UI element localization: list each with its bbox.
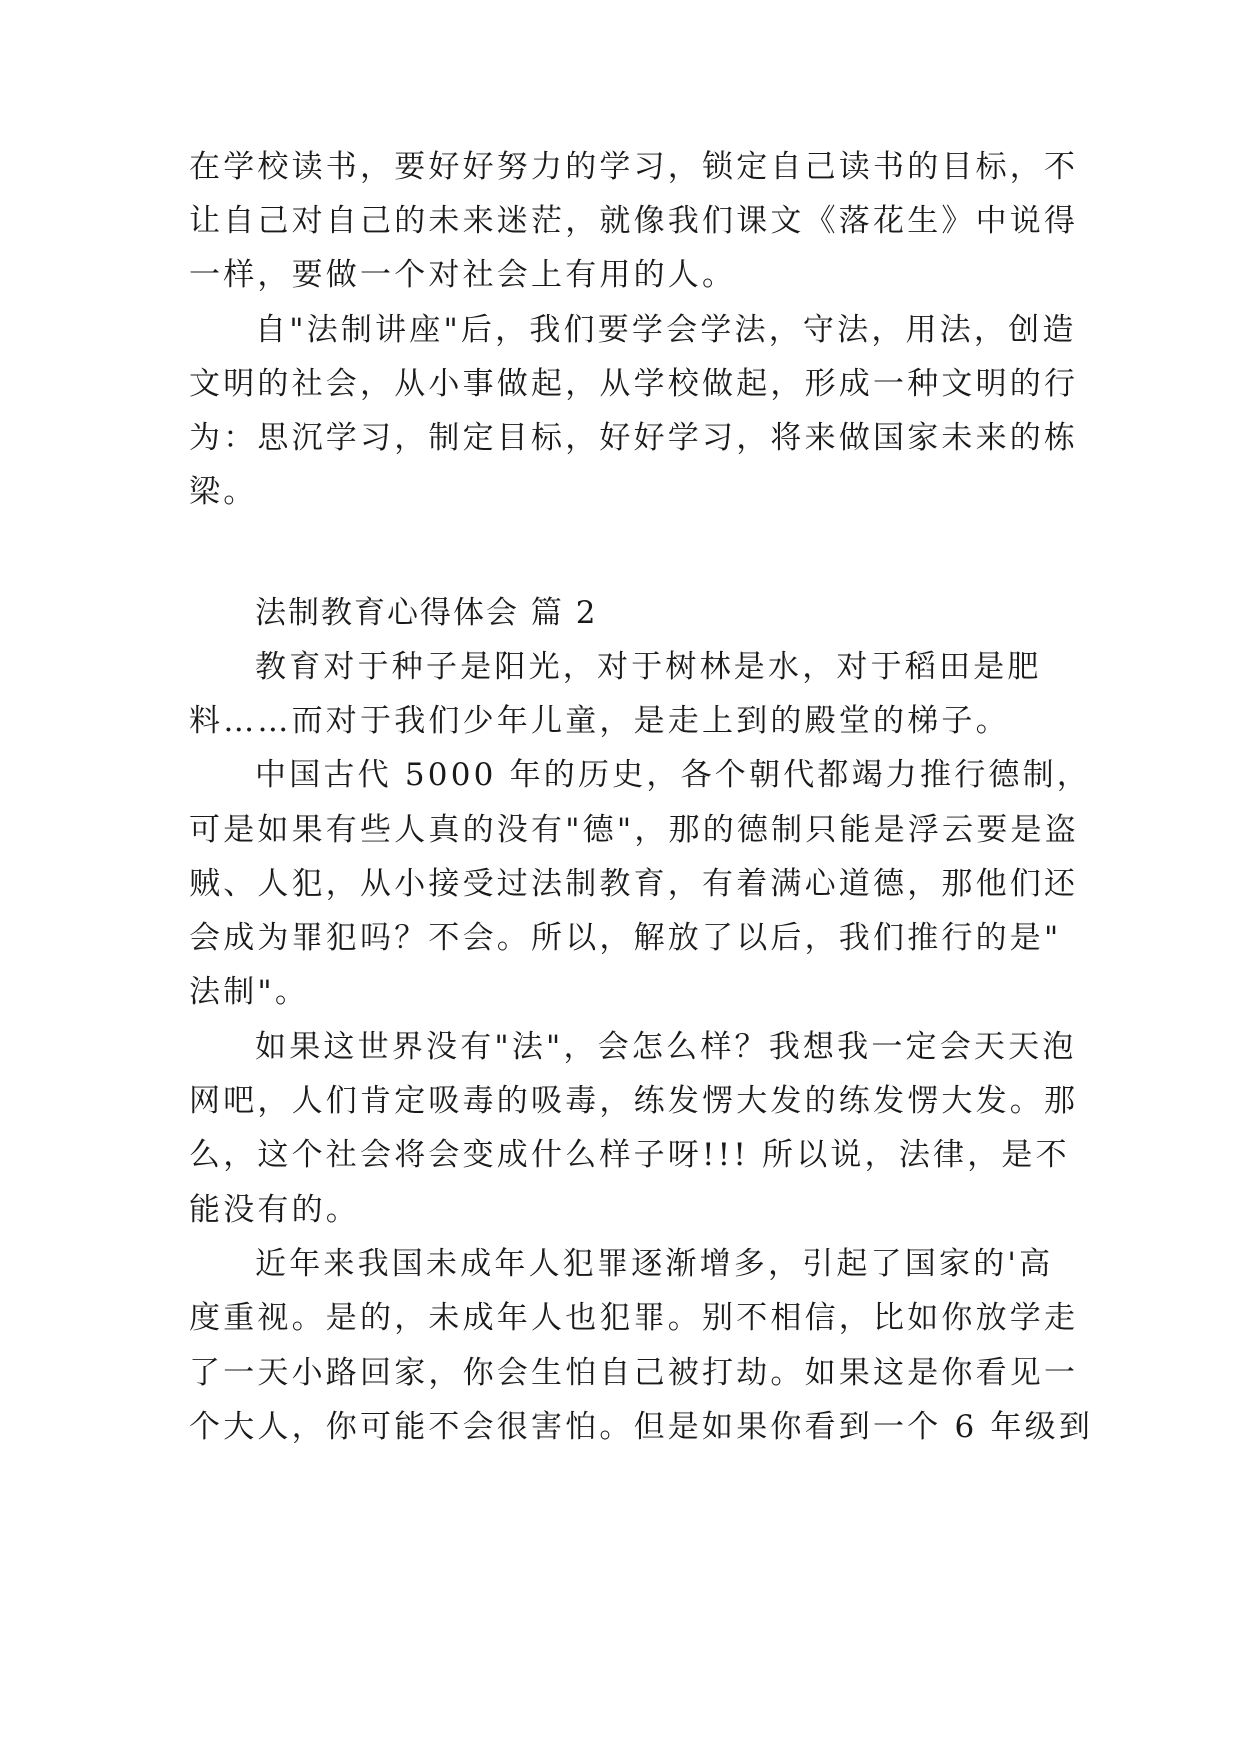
paragraph-line: 文明的社会，从小事做起，从学校做起，形成一种文明的行 [189, 366, 1079, 402]
paragraph-line: 中国古代 5000 年的历史，各个朝代都竭力推行德制， [255, 757, 1091, 793]
paragraph-line: 近年来我国未成年人犯罪逐渐增多，引起了国家的'高 [255, 1246, 1054, 1282]
paragraph-line: 一样，要做一个对社会上有用的人。 [189, 257, 737, 293]
paragraph-line: 么，这个社会将会变成什么样子呀!!! 所以说，法律，是不 [189, 1137, 1070, 1173]
paragraph-line: 梁。 [189, 474, 258, 510]
paragraph-line: 个大人，你可能不会很害怕。但是如果你看到一个 6 年级到 [189, 1409, 1094, 1445]
section-heading: 法制教育心得体会 篇 2 [255, 595, 598, 631]
paragraph-line: 料……而对于我们少年儿童，是走上到的殿堂的梯子。 [189, 703, 1010, 739]
paragraph-line: 度重视。是的，未成年人也犯罪。别不相信，比如你放学走 [189, 1300, 1079, 1336]
paragraph-line: 教育对于种子是阳光，对于树林是水，对于稻田是肥 [255, 649, 1042, 685]
paragraph-line: 网吧，人们肯定吸毒的吸毒，练发愣大发的练发愣大发。那 [189, 1083, 1079, 1119]
paragraph-line: 让自己对自己的未来迷茫，就像我们课文《落花生》中说得 [189, 203, 1079, 239]
paragraph-line: 在学校读书，要好好努力的学习，锁定自己读书的目标，不 [189, 149, 1079, 185]
paragraph-line: 自"法制讲座"后，我们要学会学法，守法，用法，创造 [255, 312, 1077, 348]
paragraph-line: 如果这世界没有"法"，会怎么样？我想我一定会天天泡 [255, 1029, 1077, 1065]
paragraph-line: 贼、人犯，从小接受过法制教育，有着满心道德，那他们还 [189, 866, 1079, 902]
paragraph-line: 了一天小路回家，你会生怕自己被打劫。如果这是你看见一 [189, 1355, 1079, 1391]
paragraph-line: 可是如果有些人真的没有"德"，那的德制只能是浮云要是盗 [189, 812, 1079, 848]
paragraph-line: 会成为罪犯吗？不会。所以，解放了以后，我们推行的是" [189, 920, 1062, 956]
paragraph-line: 法制"。 [189, 974, 310, 1010]
paragraph-line: 为：思沉学习，制定目标，好好学习，将来做国家未来的栋 [189, 420, 1079, 456]
paragraph-line: 能没有的。 [189, 1192, 360, 1228]
